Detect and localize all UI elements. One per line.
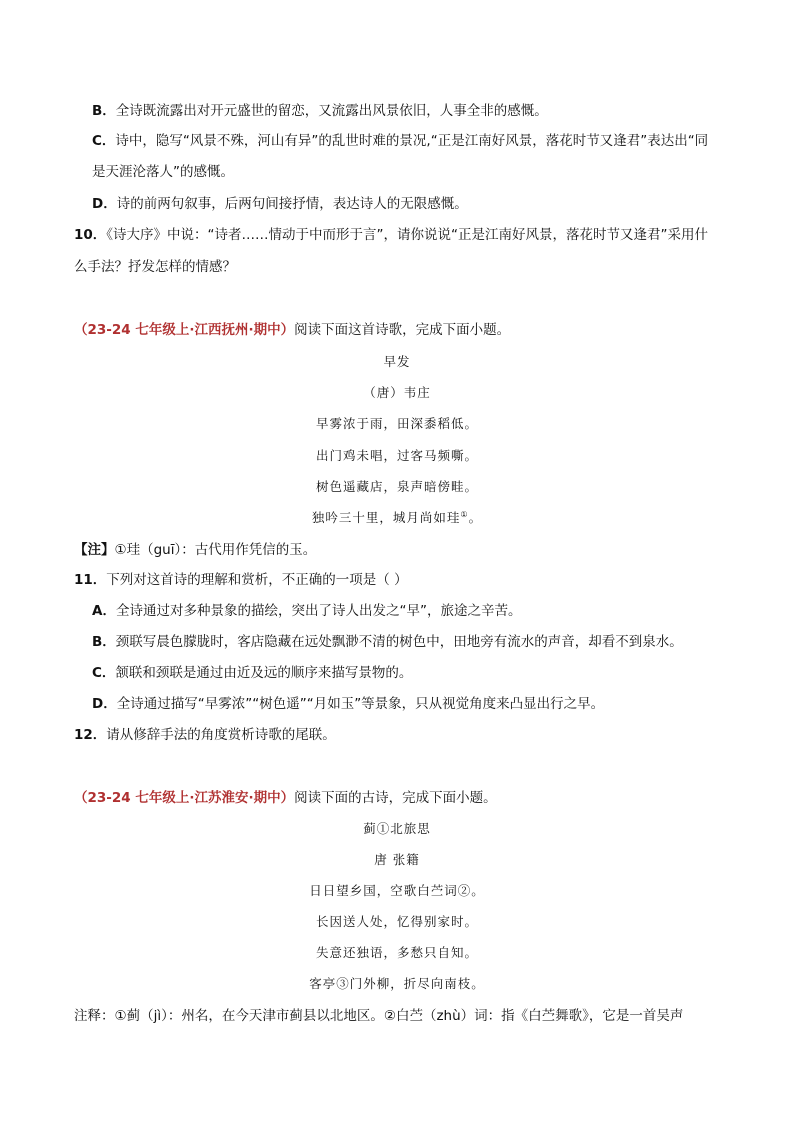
question-12: 12．请从修辞手法的角度赏析诗歌的尾联。 bbox=[74, 727, 336, 743]
poem-2-line: 长因送人处，忆得别家时。 bbox=[315, 914, 478, 929]
poem-1-title: 早发 bbox=[383, 354, 411, 369]
note-marker: ① bbox=[460, 509, 469, 519]
poem-2-line: 客亭③门外柳，折尽向南枝。 bbox=[309, 976, 485, 991]
option-d: D．全诗通过描写“早雾浓”“树色遥”“月如玉”等景象，只从视觉角度来凸显出行之早。 bbox=[92, 696, 605, 712]
poem-1-line: 早雾浓于雨，田深黍稻低。 bbox=[315, 416, 478, 431]
option-b: B．颈联写晨色朦胧时，客店隐藏在远处飘渺不清的树色中，田地旁有流水的声音，却看不到泉水。 bbox=[92, 634, 683, 650]
question-11: 11．下列对这首诗的理解和赏析，不正确的一项是（ ） bbox=[74, 572, 408, 588]
option-b: B．全诗既流露出对开元盛世的留恋，又流露出风景依旧，人事全非的感慨。 bbox=[92, 103, 548, 119]
question-10-continued: 么手法？抒发怎样的情感？ bbox=[74, 259, 236, 275]
option-c: C．诗中，隐写“风景不殊，河山有异”的乱世时难的景况,“正是江南好风景，落花时节又逢君”表达出“同 bbox=[92, 133, 709, 149]
poem-1-line: 出门鸡未唱，过客马频嘶。 bbox=[315, 448, 478, 463]
option-c-continued: 是天涯沦落人”的感慨。 bbox=[92, 164, 234, 180]
poem-2-notes: 注释：①蓟（jì）：州名，在今天津市蓟县以北地区。②白苎（zhù）词：指《白苎舞歌》，它是一首吴声 bbox=[74, 1008, 684, 1024]
option-d: D．诗的前两句叙事，后两句间接抒情，表达诗人的无限感慨。 bbox=[92, 196, 468, 212]
poem-2-line: 日日望乡国，空歌白苎词②。 bbox=[309, 883, 485, 898]
poem-1-note: 【注】①珪（guī）：古代用作凭信的玉。 bbox=[74, 542, 317, 558]
section-1-source: （23-24 七年级上·江西抚州·期中）阅读下面这首诗歌，完成下面小题。 bbox=[74, 322, 511, 338]
poem-2-line: 失意还独语，多愁只自知。 bbox=[315, 945, 478, 960]
poem-2-title: 蓟①北旅思 bbox=[363, 821, 431, 836]
question-10: 10．《诗大序》中说：“诗者……情动于中而形于言”，请你说说“正是江南好风景，落花时节又逢君”采用什 bbox=[74, 227, 709, 243]
poem-1-line: 树色遥藏店，泉声暗傍畦。 bbox=[315, 479, 478, 494]
section-2-source: （23-24 七年级上·江苏淮安·期中）阅读下面的古诗，完成下面小题。 bbox=[74, 790, 497, 806]
option-c: C．颔联和颈联是通过由近及远的顺序来描写景物的。 bbox=[92, 665, 413, 681]
poem-2-author: 唐 张籍 bbox=[374, 852, 420, 867]
poem-1-author: （唐）韦庄 bbox=[363, 385, 431, 400]
poem-1-line-last: 独吟三十里，城月尚如珪①。 bbox=[311, 509, 483, 525]
option-a: A．全诗通过对多种景象的描绘，突出了诗人出发之“早”，旅途之辛苦。 bbox=[92, 603, 522, 619]
